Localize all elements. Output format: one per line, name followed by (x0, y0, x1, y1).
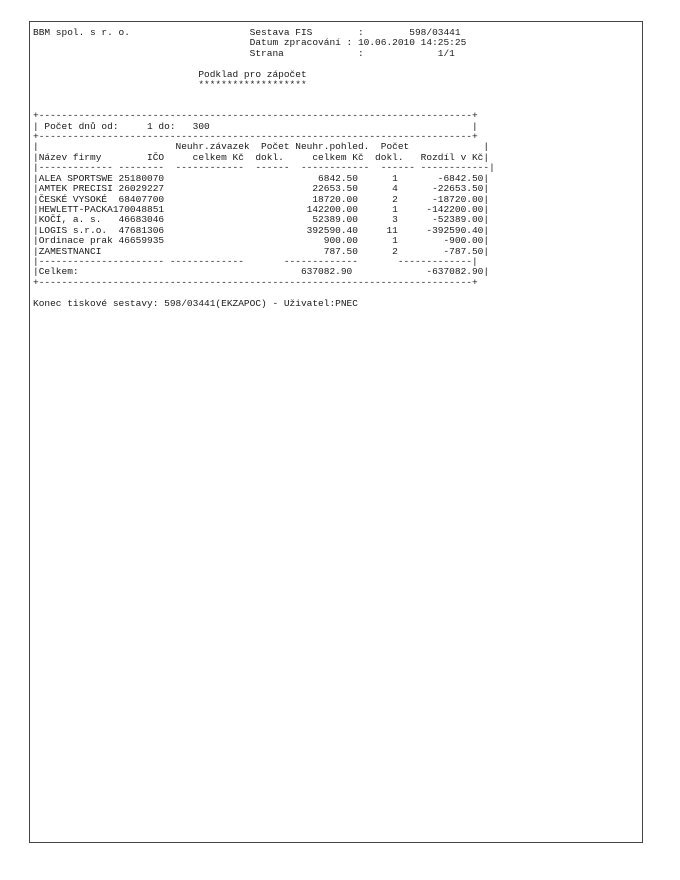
table-row: |HEWLETT-PACKA170048851 142200.00 1 -142200.00| (33, 203, 490, 215)
report-header-line-page: Strana : 1/1 (33, 47, 455, 59)
period-box-bottom: +----------------------------------------------------------------------------+ (33, 131, 478, 143)
table-row: |Ordinace prak 46659935 900.00 1 -900.00| (33, 235, 490, 247)
table-row: |ZAMESTNANCI 787.50 2 -787.50| (33, 245, 490, 257)
table-total-separator: |---------------------- ------------- ------------- -------------| (33, 255, 478, 267)
table-row: |ČESKÉ VYSOKÉ 68407700 18720.00 2 -18720.00| (33, 193, 490, 205)
report-header-line-date: Datum zpracování : 10.06.2010 14:25:25 (33, 37, 467, 49)
period-box-top: +----------------------------------------------------------------------------+ (33, 110, 478, 122)
table-row: |AMTEK PRECISI 26029227 22653.50 4 -22653.50| (33, 183, 490, 195)
table-row: |LOGIS s.r.o. 47681306 392590.40 11 -392590.40| (33, 224, 490, 236)
table-header-line: |Název firmy IČO celkem Kč dokl. celkem Kč dokl. Rozdíl v Kč| (33, 151, 490, 163)
table-bottom-border: +----------------------------------------------------------------------------+ (33, 276, 478, 288)
print-report (33, 28, 495, 309)
table-total-row: |Celkem: 637082.90 -637082.90| (33, 266, 490, 278)
report-end-line: Konec tiskové sestavy: 598/03441(EKZAPOC) - Uživatel:PNEC (33, 297, 358, 309)
report-page (29, 21, 643, 843)
period-range: | Počet dnů od: 1 do: 300 | (33, 120, 478, 132)
report-title: Podklad pro zápočet (33, 68, 307, 80)
table-row: |ALEA SPORTSWE 25180070 6842.50 1 -6842.50| (33, 172, 490, 184)
report-title-underline: ******************* (33, 79, 307, 91)
report-header-line-company: BBM spol. s r. o. Sestava FIS : 598/03441 (33, 27, 461, 38)
table-header-separator: |------------- -------- ------------ ------ ------------ ------ ------------| (33, 162, 495, 174)
table-row: |KOČÍ, a. s. 46683046 52389.00 3 -52389.00| (33, 214, 490, 226)
table-header-line: | Neuhr.závazek Počet Neuhr.pohled. Počet | (33, 141, 490, 153)
